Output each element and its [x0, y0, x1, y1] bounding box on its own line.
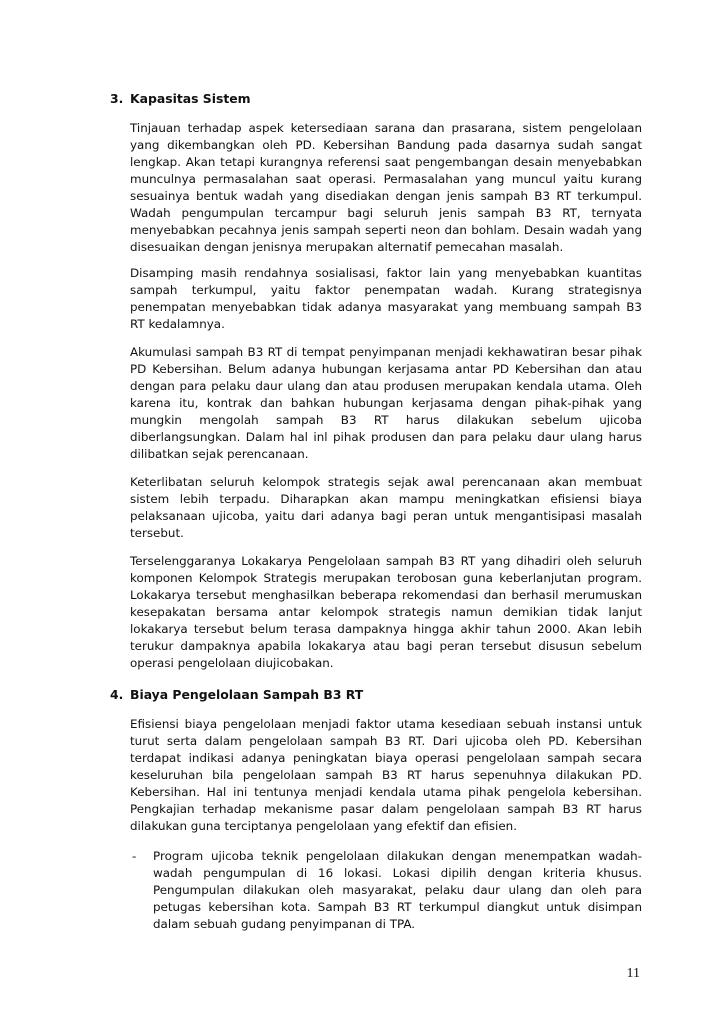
section-4-title: Biaya Pengelolaan Sampah B3 RT	[130, 687, 364, 702]
bullet-marker: -	[132, 849, 137, 863]
section-3-heading	[110, 90, 251, 107]
section-3-paragraph-4: Keterlibatan seluruh kelompok strategis sejak awal perencanaan akan membuat sistem lebih terpadu. Diharapkan akan mampu meningkatkan efisiensi biaya pelaksanaan ujicoba, yaitu dari adanya bagi peran untuk mengantisipasi masalah tersebut.	[130, 475, 642, 541]
page-number: 11	[626, 966, 640, 981]
section-3-paragraph-1: Tinjauan terhadap aspek ketersediaan sarana dan prasarana, sistem pengelolaan yang dikembangkan oleh PD. Kebersihan Bandung pada dasarnya sudah sangat lengkap. Akan tetapi kurangnya referensi saat pengembangan desain menyebabkan munculnya permasalahan saat operasi. Permasalahan yang muncul yaitu kurang sesuainya bentuk wadah yang disediakan dengan jenis sampah B3 RT terkumpul. Wadah pengumpulan tercampur bagi seluruh jenis sampah B3 RT, ternyata menyebabkan pecahnya jenis sampah seperti neon dan bohlam. Desain wadah yang disesuaikan dengan jenisnya merupakan alternatif pemecahan masalah.	[130, 121, 642, 255]
section-3-paragraph-5: Terselenggaranya Lokakarya Pengelolaan sampah B3 RT yang dihadiri oleh seluruh komponen Kelompok Strategis merupakan terobosan guna keberlanjutan program. Lokakarya tersebut menghasilkan beberapa rekomendasi dan berhasil merumuskan kesepakatan bersama antar kelompok strategis namun demikian tidak lanjut lokakarya tersebut belum terasa dampaknya hingga akhir tahun 2000. Akan lebih terukur dampaknya apabila lokakarya atau bagi peran tersebut disusun sebelum operasi pengelolaan diujicobakan.	[130, 554, 642, 671]
section-4-number: 4.	[110, 687, 124, 702]
section-3-number: 3.	[110, 91, 124, 106]
section-3-title: Kapasitas Sistem	[130, 91, 251, 106]
section-4-paragraph-1: Efisiensi biaya pengelolaan menjadi faktor utama kesediaan sebuah instansi untuk turut serta dalam pengelolaan sampah B3 RT. Dari ujicoba oleh PD. Kebersihan terdapat indikasi adanya peningkatan biaya operasi pengelolaan sampah secara keseluruhan bila pengelolaan sampah B3 RT harus sepenuhnya dilakukan PD. Kebersihan. Hal ini tentunya menjadi kendala utama pihak pengelola kebersihan. Pengkajian terhadap mekanisme pasar dalam pengelolaan sampah B3 RT harus dilakukan guna terciptanya pengelolaan yang efektif dan efisien.	[130, 717, 642, 834]
bullet-text: Program ujicoba teknik pengelolaan dilakukan dengan menempatkan wadah-wadah pengumpulan di 16 lokasi. Lokasi dipilih dengan kriteria khusus. Pengumpulan dilakukan oleh masyarakat, pelaku daur ulang dan oleh para petugas kebersihan kota. Sampah B3 RT terkumpul diangkut untuk disimpan dalam sebuah gudang penyimpanan di TPA.	[153, 849, 642, 932]
section-3-paragraph-3: Akumulasi sampah B3 RT di tempat penyimpanan menjadi kekhawatiran besar pihak PD Kebersihan. Belum adanya hubungan kerjasama antar PD Kebersihan dan atau dengan para pelaku daur ulang dan atau produsen merupakan kendala utama. Oleh karena itu, kontrak dan bahkan hubungan kerjasama dengan pihak-pihak yang mungkin mengolah sampah B3 RT harus dilakukan sebelum ujicoba diberlangsungkan. Dalam hal inl pihak produsen dan para pelaku daur ulang harus dilibatkan sejak perencanaan.	[130, 345, 642, 462]
section-4-heading	[110, 686, 363, 703]
section-3-paragraph-2: Disamping masih rendahnya sosialisasi, faktor lain yang menyebabkan kuantitas sampah terkumpul, yaitu faktor penempatan wadah. Kurang strategisnya penempatan menyebabkan tidak adanya masyarakat yang membuang sampah B3 RT kedalamnya.	[130, 266, 642, 332]
